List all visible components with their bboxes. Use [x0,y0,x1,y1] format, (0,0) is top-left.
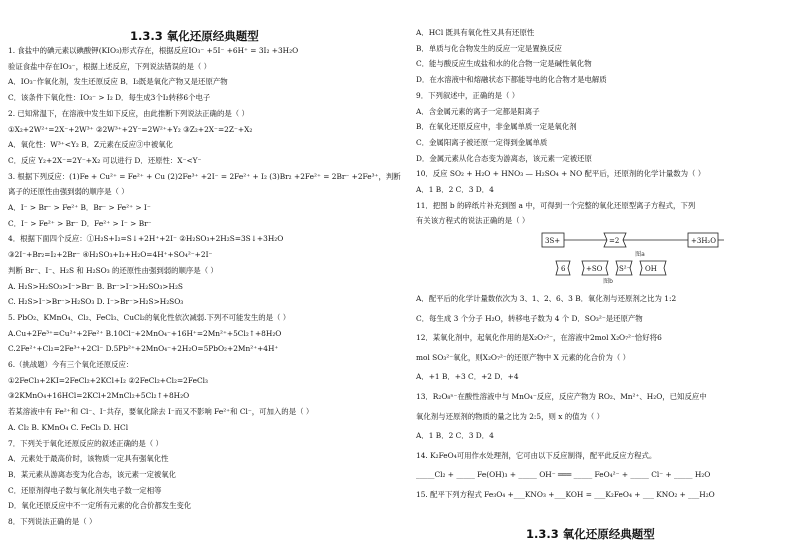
question-line: C．I⁻ > Fe²⁺ > Br⁻ D．Fe²⁺ > I⁻ > Br⁻ [8,218,152,228]
question-line: B．在氧化还原反应中，非金属单质一定是氧化剂 [416,122,577,132]
question-line: A．元素处于最高价时，该物质一定具有强氧化性 [8,454,169,464]
paper-scraps-figure [528,229,738,285]
question-line: ①2FeCl₃+2KI=2FeCl₂+2KCl+I₂ ②2FeCl₂+Cl₂=2FeCl₃ [8,375,208,385]
question-line: 判断 Br⁻、I⁻、H₂S 和 H₂SO₃ 的还原性由强到弱的顺序是（ ） [8,265,218,275]
question-line: 14. K₂FeO₄可用作水处理剂，它可由以下反应制得，配平此反应方程式。 [416,450,657,460]
question-line: 离子的还原性由强到弱的顺序是（ ） [8,187,129,197]
question-line: 13．R₂O₈ⁿ⁻在酸性溶液中与 MnO₄⁻反应，反应产物为 RO₂、Mn²⁺、H₂O，已知反应中 [416,392,707,401]
question-line: A．I⁻ > Br⁻ > Fe²⁺ B．Br⁻ > Fe²⁺ > I⁻ [8,203,151,212]
question-line: 4．根据下面四个反应：①H₂S+I₂=S↓+2H⁺+2I⁻ ②H₂SO₃+2H₂S=3S↓+3H₂O [8,234,284,244]
figure-b [556,261,666,285]
question-line: C．金属阳离子被还原一定得到金属单质 [416,137,548,147]
question-line: B．单质与化合物发生的反应一定是置换反应 [416,43,562,53]
question-line: 1. 食盐中的碘元素以碘酸钾(KIO₃)形式存在，根据反应IO₃⁻ +5I⁻ +6H⁺ = 3I₂ +3H₂O [8,46,299,55]
question-line: A．IO₃⁻作氧化剂，发生还原反应 B．I₂既是氧化产物又是还原产物 [8,77,228,87]
question-line: 10．反应 SO₂ + H₂O + HNO₃ — H₂SO₄ + NO 配平后，还原剂的化学计量数为（ ） [416,169,706,179]
question-line: C．每生成 3 个分子 H₂O，转移电子数为 4 个 D．SO₃²⁻是还原产物 [416,313,643,323]
question-line: A.Cu+2Fe³⁺=Cu²⁺+2Fe²⁺ B.10Cl⁻+2MnO₄⁻+16H⁺=2Mn²⁺+5Cl₂↑+8H₂O [8,328,282,338]
footer-title: 1.3.3 氧化还原经典题型 [526,527,655,541]
scrap-a-1-text: 3S+ [545,237,561,245]
question-line: 若某溶液中有 Fe²⁺和 Cl⁻、I⁻共存，要氧化除去 I⁻而又不影响 Fe²⁺和 Cl⁻，可加入的是（ ） [8,407,314,417]
question-line: C．还原剂得电子数与氧化剂失电子数一定相等 [8,485,162,495]
question-line: C．能与酸反应生成盐和水的化合物一定是碱性氧化物 [416,59,592,69]
question-line: D．氧化还原反应中不一定所有元素的化合价都发生变化 [8,501,192,511]
question-line: 8．下列说法正确的是（ ） [8,517,97,526]
scrap-b-4-text: OH [645,265,657,273]
question-line: 11．把图 b 的碎纸片补充到图 a 中，可得到一个完整的氧化还原型离子方程式，下列 [416,200,696,210]
scrap-b-2-text: +SO [586,265,603,273]
scraps-svg [528,229,738,285]
scrap-b-3-text: S²⁻ [619,265,631,273]
scrap-b-1-text: 6 [561,265,566,273]
question-line: 有关该方程式的说法正确的是（ ） [416,216,530,226]
page-title: 1.3.3 氧化还原经典题型 [130,29,259,43]
question-line: 2. 已知常温下，在溶液中发生如下反应，由此推断下列说法正确的是（ ） [8,108,249,118]
question-line: C．反应 Y₂+2X⁻=2Y⁻+X₂ 可以进行 D．还原性：X⁻<Y⁻ [8,155,202,165]
question-line: mol SO₃²⁻氧化，则X₂O₇²⁻的还原产物中 X 元素的化合价为（ ） [416,352,630,362]
question-line: A．配平后的化学计量数依次为 3、1、2、6、3 B．氧化剂与还原剂之比为 1:2 [416,294,677,303]
question-line: ③2KMnO₄+16HCl=2KCl+2MnCl₂+5Cl₂↑+8H₂O [8,391,190,401]
question-line: B．某元素从游离态变为化合态，该元素一定被氧化 [8,469,177,479]
question-line: 15. 配平下列方程式 Fe₃O₄ +___KNO₃ +___KOH = ___K₂FeO₄ + ___ KNO₂ + ___H₂O [416,490,715,499]
scrap-a-2-text: =2 [609,237,620,245]
question-line: A. Cl₂ B. KMnO₄ C. FeCl₃ D. HCl [8,422,129,432]
question-line: C. H₂S>I⁻>Br⁻>H₂SO₃ D. I⁻>Br⁻>H₂S>H₂SO₃ [8,297,184,307]
question-line: A．+1 B．+3 C．+2 D．+4 [416,372,519,382]
question-line: A．1 B．2 C．3 D．4 [416,431,494,441]
question-line: 12．某氧化剂中，起氧化作用的是X₂O₇²⁻，在溶液中2mol X₂O₇²⁻恰好将6 [416,333,662,343]
question-line: _____Cl₂ + _____ Fe(OH)₃ + _____ OH⁻ ═══ _____ FeO₄²⁻ + _____ Cl⁻ + _____ H₂O [416,470,711,480]
question-line: ③2I⁻+Br₂=I₂+2Br⁻ ④H₂SO₃+I₂+H₂O=4H⁺+SO₄²⁻+2I⁻ [8,250,213,260]
question-line: 6.（挑战题）今有三个氧化还原反应： [8,360,134,369]
question-line: D．在水溶液中和熔融状态下都能导电的化合物才是电解质 [416,75,607,85]
scrap-a-3-text: +3H₂O [691,237,716,245]
question-line: 5. PbO₂、KMnO₄、Cl₂、FeCl₃、CuCl₂的氧化性依次减弱.下列不可能发生的是（ ） [8,312,291,322]
question-line: A. H₂S>H₂SO₃>I⁻>Br⁻ B. Br⁻>I⁻>H₂SO₃>H₂S [8,281,183,291]
question-line: ①X₂+2W²⁺=2X⁻+2W³⁺ ②2W³⁺+2Y⁻=2W²⁺+Y₂ ③Z₂+2X⁻=2Z⁻+X₂ [8,124,253,134]
question-line: C．该条件下氧化性：IO₃⁻ > I₂ D．每生成3个I₂转移6个电子 [8,93,211,103]
question-line: 验证食盐中存在IO₃⁻，根据上述反应，下列说法错误的是（ ） [8,61,211,71]
question-line: C.2Fe²⁺+Cl₂=2Fe³⁺+2Cl⁻ D.5Pb²⁺+2MnO₄⁻+2H₂O=5PbO₂+2Mn²⁺+4H⁺ [8,344,279,354]
figure-b-caption: 图b [603,278,613,285]
question-line: 3. 根据下列反应：(1)Fe + Cu²⁺ = Fe²⁺ + Cu (2)2Fe³⁺ +2I⁻ = 2Fe²⁺ + I₂ (3)Br₂ +2Fe²⁺ = 2Br⁻ +2Fe³⁺，判断 [8,171,401,181]
figure-a-caption: 图a [635,251,645,258]
question-line: 氧化剂与还原剂的物质的量之比为 2:5，则 x 的值为（ ） [416,411,605,421]
question-line: A．含金属元素的离子一定都是阳离子 [416,106,540,116]
question-line: 9．下列叙述中，正确的是（ ） [416,90,520,100]
figure-a [542,233,724,258]
question-line: D．金属元素从化合态变为游离态，该元素一定被还原 [416,153,592,163]
question-line: A．HCl 既具有氧化性又具有还原性 [416,28,535,37]
question-line: 7．下列关于氧化还原反应的叙述正确的是（ ） [8,438,163,448]
question-line: A．氧化性：W³⁺<Y₂ B．Z元素在反应③中被氧化 [8,140,173,150]
question-line: A．1 B．2 C．3 D．4 [416,185,494,194]
